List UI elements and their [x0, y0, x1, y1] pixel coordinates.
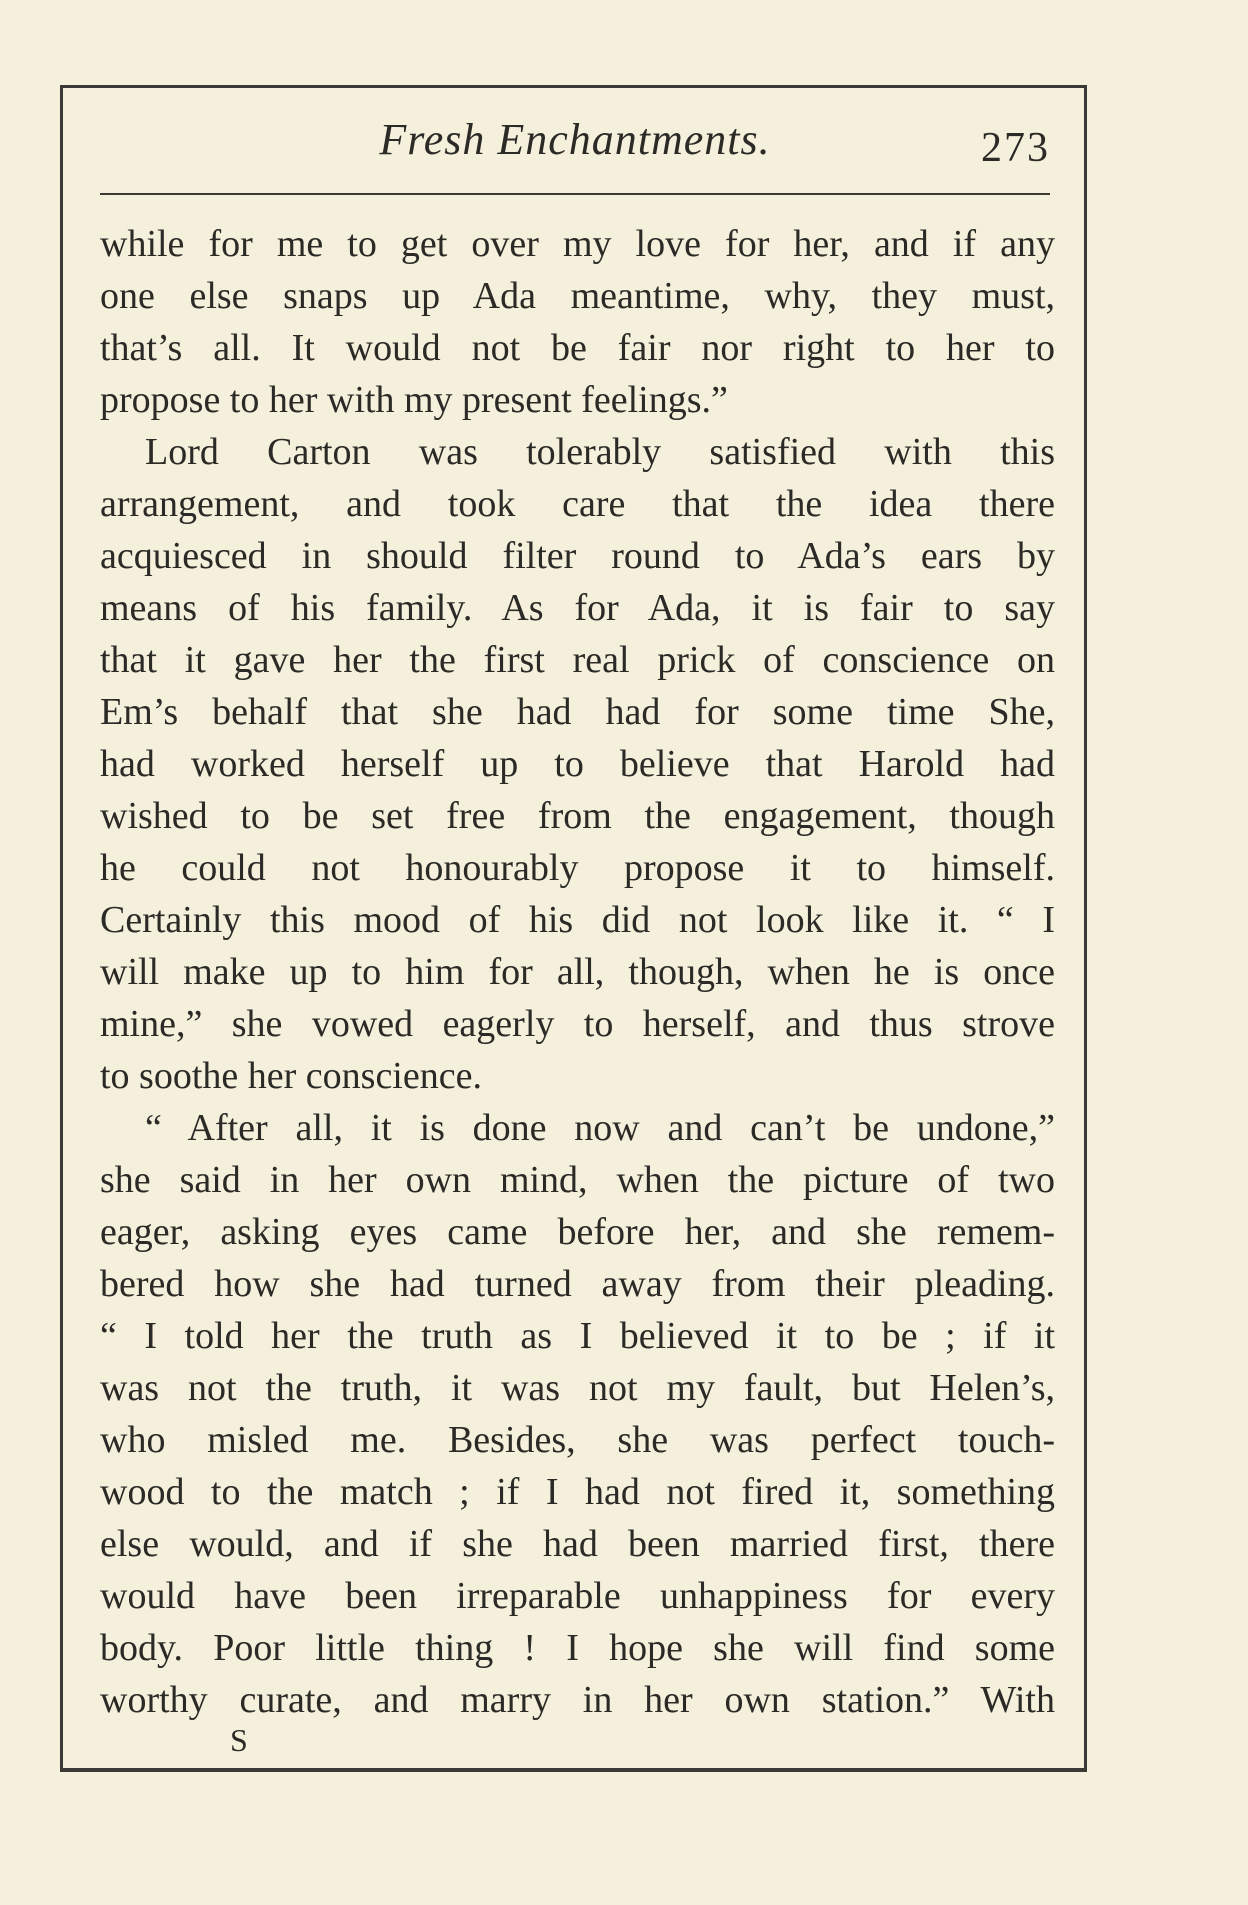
text-line: propose to her with my present feelings.”	[100, 379, 728, 421]
text-line: “ After all, it is done now and can’t be undone,”	[145, 1107, 1055, 1149]
body-text	[100, 218, 1055, 1726]
text-line: wished to be set free from the engagement, though	[100, 795, 1055, 837]
header-rule	[100, 193, 1050, 195]
text-line: had worked herself up to believe that Harold had	[100, 743, 1055, 785]
text-line: Em’s behalf that she had had for some time She,	[100, 691, 1055, 733]
text-line: wood to the match ; if I had not fired it, something	[100, 1471, 1055, 1513]
text-line: he could not honourably propose it to himself.	[100, 847, 1055, 889]
text-line: “ I told her the truth as I believed it to be ; if it	[100, 1315, 1055, 1357]
text-line: to soothe her conscience.	[100, 1055, 482, 1097]
text-line: who misled me. Besides, she was perfect touch-	[100, 1419, 1055, 1461]
text-line: body. Poor little thing ! I hope she will find some	[100, 1627, 1055, 1669]
text-line: worthy curate, and marry in her own station.” With	[100, 1679, 1055, 1721]
signature-mark: S	[230, 1722, 249, 1758]
text-line: means of his family. As for Ada, it is fair to say	[100, 587, 1055, 629]
text-line: acquiesced in should filter round to Ada’s ears by	[100, 535, 1055, 577]
text-line: while for me to get over my love for her, and if any	[100, 223, 1055, 265]
text-line: arrangement, and took care that the idea there	[100, 483, 1055, 525]
text-line: will make up to him for all, though, when he is once	[100, 951, 1055, 993]
text-line: that’s all. It would not be fair nor right to her to	[100, 327, 1055, 369]
text-line: Lord Carton was tolerably satisfied with this	[145, 431, 1055, 473]
text-line: bered how she had turned away from their pleading.	[100, 1263, 1055, 1305]
running-header	[100, 110, 1050, 180]
text-line: mine,” she vowed eagerly to herself, and thus strove	[100, 1003, 1055, 1045]
text-line: was not the truth, it was not my fault, but Helen’s,	[100, 1367, 1055, 1409]
text-line: that it gave her the first real prick of conscience on	[100, 639, 1055, 681]
text-line: would have been irreparable unhappiness for every	[100, 1575, 1055, 1617]
running-title: Fresh Enchantments.	[379, 115, 771, 164]
text-line: she said in her own mind, when the picture of two	[100, 1159, 1055, 1201]
page-number: 273	[981, 125, 1050, 171]
text-line: else would, and if she had been married first, there	[100, 1523, 1055, 1565]
text-line: one else snaps up Ada meantime, why, they must,	[100, 275, 1055, 317]
text-line: eager, asking eyes came before her, and she remem-	[100, 1211, 1055, 1253]
text-line: Certainly this mood of his did not look like it. “ I	[100, 899, 1055, 941]
